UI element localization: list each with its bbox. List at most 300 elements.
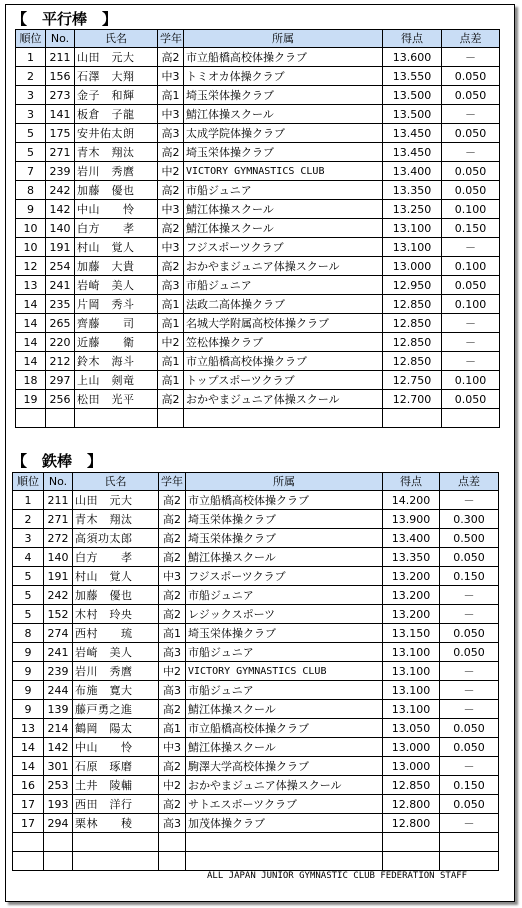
table-row <box>13 491 499 510</box>
table-header-row <box>13 473 499 491</box>
grade-cell: 高1 <box>159 719 186 738</box>
club-cell: 鯖江体操スクール <box>184 219 383 238</box>
club-cell: VICTORY GYMNASTICS CLUB <box>184 162 383 181</box>
number-cell: 214 <box>44 719 73 738</box>
score-cell: 13.100 <box>383 681 440 700</box>
club-cell: 鯖江体操スクール <box>184 105 383 124</box>
club-cell: 埼玉栄体操クラブ <box>186 529 383 548</box>
column-header-grade: 学年 <box>159 473 186 491</box>
column-header-number: No. <box>44 473 73 491</box>
club-cell: 市船ジュニア <box>184 276 383 295</box>
rank-cell: 16 <box>13 776 44 795</box>
name-cell: 岩川 秀麿 <box>73 662 159 681</box>
club-cell: 埼玉栄体操クラブ <box>184 143 383 162</box>
grade-cell: 中3 <box>159 567 186 586</box>
score-cell: 13.450 <box>383 124 442 143</box>
grade-cell: 高2 <box>158 143 184 162</box>
score-cell: 13.400 <box>383 162 442 181</box>
column-header-club: 所属 <box>186 473 383 491</box>
grade-cell <box>159 833 186 852</box>
diff-cell: 0.150 <box>442 219 500 238</box>
diff-cell: 0.300 <box>440 510 499 529</box>
name-cell: 近藤 衛 <box>75 333 158 352</box>
rank-cell: 2 <box>16 67 46 86</box>
rank-cell: 5 <box>16 143 46 162</box>
number-cell: 211 <box>44 491 73 510</box>
name-cell: 加藤 優也 <box>73 586 159 605</box>
grade-cell: 高3 <box>158 124 184 143</box>
name-cell: 加藤 大貴 <box>75 257 158 276</box>
number-cell: 235 <box>46 295 75 314</box>
number-cell: 191 <box>46 238 75 257</box>
club-cell: 名城大学附属高校体操クラブ <box>184 314 383 333</box>
grade-cell: 高2 <box>159 510 186 529</box>
rank-cell: 14 <box>13 757 44 776</box>
number-cell: 239 <box>46 162 75 181</box>
table-row <box>13 681 499 700</box>
club-cell: 市船ジュニア <box>186 586 383 605</box>
diff-cell: － <box>442 143 500 162</box>
name-cell <box>73 852 159 871</box>
name-cell: 木村 玲央 <box>73 605 159 624</box>
diff-cell: － <box>440 814 499 833</box>
rank-cell: 17 <box>13 795 44 814</box>
diff-cell: 0.050 <box>440 719 499 738</box>
score-cell: 13.550 <box>383 67 442 86</box>
grade-cell: 高1 <box>158 314 184 333</box>
table-row <box>13 719 499 738</box>
table-row <box>16 105 500 124</box>
table-row <box>13 814 499 833</box>
number-cell: 265 <box>46 314 75 333</box>
club-cell <box>186 852 383 871</box>
grade-cell: 高1 <box>158 295 184 314</box>
number-cell: 253 <box>44 776 73 795</box>
rank-cell: 3 <box>16 86 46 105</box>
score-cell: 12.800 <box>383 814 440 833</box>
name-cell: 白方 孝 <box>75 219 158 238</box>
grade-cell: 中3 <box>158 200 184 219</box>
diff-cell: 0.050 <box>442 390 500 409</box>
rank-cell: 5 <box>13 567 44 586</box>
number-cell: 141 <box>46 105 75 124</box>
diff-cell: 0.050 <box>442 86 500 105</box>
number-cell: 142 <box>44 738 73 757</box>
horizontal-bar-results-table <box>12 472 499 871</box>
section-title-horizontal-bar: 【 鉄棒 】 <box>12 452 103 470</box>
table-row <box>16 124 500 143</box>
diff-cell: 0.050 <box>440 643 499 662</box>
club-cell: 笠松体操クラブ <box>184 333 383 352</box>
club-cell: 埼玉栄体操クラブ <box>184 86 383 105</box>
grade-cell: 高2 <box>158 181 184 200</box>
score-cell: 13.400 <box>383 529 440 548</box>
name-cell: 栗林 稜 <box>73 814 159 833</box>
grade-cell: 高1 <box>159 624 186 643</box>
rank-cell: 5 <box>13 605 44 624</box>
club-cell: おかやまジュニア体操スクール <box>184 390 383 409</box>
score-cell: 12.850 <box>383 295 442 314</box>
club-cell: 加茂体操クラブ <box>186 814 383 833</box>
grade-cell: 高2 <box>159 757 186 776</box>
name-cell: 金子 和輝 <box>75 86 158 105</box>
score-cell: 13.100 <box>383 238 442 257</box>
number-cell: 294 <box>44 814 73 833</box>
club-cell: トップスポーツクラブ <box>184 371 383 390</box>
rank-cell: 12 <box>16 257 46 276</box>
grade-cell: 高2 <box>159 605 186 624</box>
score-cell: 13.000 <box>383 757 440 776</box>
table-row <box>13 833 499 852</box>
grade-cell: 高1 <box>158 371 184 390</box>
diff-cell: 0.050 <box>442 181 500 200</box>
diff-cell: － <box>440 700 499 719</box>
grade-cell: 高2 <box>159 548 186 567</box>
club-cell: VICTORY GYMNASTICS CLUB <box>186 662 383 681</box>
number-cell: 220 <box>46 333 75 352</box>
column-header-grade: 学年 <box>158 30 184 48</box>
name-cell: 齊藤 司 <box>75 314 158 333</box>
rank-cell: 8 <box>13 624 44 643</box>
diff-cell <box>442 409 500 428</box>
column-header-diff: 点差 <box>442 30 500 48</box>
grade-cell: 高1 <box>158 352 184 371</box>
rank-cell: 3 <box>13 529 44 548</box>
number-cell: 212 <box>46 352 75 371</box>
diff-cell <box>440 852 499 871</box>
club-cell: 市立船橋高校体操クラブ <box>184 48 383 67</box>
score-cell: 13.000 <box>383 738 440 757</box>
score-cell: 13.500 <box>383 86 442 105</box>
score-cell: 13.050 <box>383 719 440 738</box>
grade-cell <box>159 852 186 871</box>
table-row <box>16 352 500 371</box>
diff-cell: － <box>440 662 499 681</box>
table-row <box>16 276 500 295</box>
diff-cell: － <box>440 757 499 776</box>
rank-cell: 18 <box>16 371 46 390</box>
score-cell: 13.100 <box>383 700 440 719</box>
rank-cell: 2 <box>13 510 44 529</box>
number-cell: 152 <box>44 605 73 624</box>
diff-cell: － <box>442 333 500 352</box>
parallel-bars-results-table <box>15 29 500 428</box>
grade-cell: 中2 <box>158 333 184 352</box>
number-cell: 272 <box>44 529 73 548</box>
diff-cell: － <box>442 105 500 124</box>
score-cell: 13.350 <box>383 548 440 567</box>
score-cell: 13.000 <box>383 257 442 276</box>
club-cell: 市立船橋高校体操クラブ <box>184 352 383 371</box>
name-cell: 西田 洋行 <box>73 795 159 814</box>
name-cell: 板倉 子龍 <box>75 105 158 124</box>
score-cell: 13.500 <box>383 105 442 124</box>
name-cell: 片岡 秀斗 <box>75 295 158 314</box>
table-row <box>13 795 499 814</box>
number-cell: 175 <box>46 124 75 143</box>
grade-cell: 高3 <box>159 681 186 700</box>
column-header-score: 得点 <box>383 30 442 48</box>
rank-cell: 14 <box>16 352 46 371</box>
grade-cell: 高2 <box>158 48 184 67</box>
number-cell: 273 <box>46 86 75 105</box>
name-cell: 鶴岡 陽太 <box>73 719 159 738</box>
name-cell: 中山 怜 <box>73 738 159 757</box>
grade-cell: 中3 <box>158 105 184 124</box>
club-cell: 鯖江体操スクール <box>186 700 383 719</box>
name-cell: 加藤 優也 <box>75 181 158 200</box>
table-row <box>13 624 499 643</box>
score-cell: 12.800 <box>383 795 440 814</box>
rank-cell: 10 <box>16 219 46 238</box>
diff-cell: 0.050 <box>442 67 500 86</box>
name-cell: 山田 元大 <box>75 48 158 67</box>
column-header-number: No. <box>46 30 75 48</box>
grade-cell: 中3 <box>158 67 184 86</box>
table-row <box>13 510 499 529</box>
grade-cell: 高2 <box>159 795 186 814</box>
rank-cell: 17 <box>13 814 44 833</box>
number-cell <box>44 852 73 871</box>
table-row <box>16 238 500 257</box>
rank-cell: 10 <box>16 238 46 257</box>
number-cell: 271 <box>46 143 75 162</box>
score-cell: 13.100 <box>383 643 440 662</box>
name-cell: 青木 翔汰 <box>73 510 159 529</box>
table-row <box>13 662 499 681</box>
score-cell: 12.750 <box>383 371 442 390</box>
table-row <box>13 757 499 776</box>
club-cell: 鯖江体操スクール <box>186 738 383 757</box>
rank-cell: 5 <box>16 124 46 143</box>
rank-cell: 9 <box>13 681 44 700</box>
diff-cell <box>440 833 499 852</box>
club-cell: レジックスポーツ <box>186 605 383 624</box>
grade-cell: 高3 <box>159 814 186 833</box>
table-row <box>16 257 500 276</box>
table-row <box>16 143 500 162</box>
diff-cell: 0.050 <box>442 124 500 143</box>
club-cell: 太成学院体操クラブ <box>184 124 383 143</box>
rank-cell: 19 <box>16 390 46 409</box>
table-row <box>16 390 500 409</box>
table-row <box>13 548 499 567</box>
diff-cell: 0.150 <box>440 567 499 586</box>
rank-cell: 14 <box>16 333 46 352</box>
diff-cell: － <box>442 48 500 67</box>
table-row <box>13 567 499 586</box>
grade-cell: 高2 <box>158 257 184 276</box>
diff-cell: 0.100 <box>442 295 500 314</box>
grade-cell: 高2 <box>159 586 186 605</box>
table-row <box>16 314 500 333</box>
diff-cell: 0.050 <box>440 548 499 567</box>
federation-footer: ALL JAPAN JUNIOR GYMNASTIC CLUB FEDERATION STAFF <box>207 871 468 881</box>
score-cell: 12.850 <box>383 352 442 371</box>
club-cell: 市立船橋高校体操クラブ <box>186 491 383 510</box>
name-cell: 中山 怜 <box>75 200 158 219</box>
table-row <box>13 643 499 662</box>
grade-cell: 中3 <box>158 238 184 257</box>
number-cell: 211 <box>46 48 75 67</box>
number-cell: 191 <box>44 567 73 586</box>
diff-cell: － <box>440 681 499 700</box>
club-cell: 市立船橋高校体操クラブ <box>186 719 383 738</box>
table-row <box>16 295 500 314</box>
score-cell: 13.200 <box>383 586 440 605</box>
score-cell: 13.250 <box>383 200 442 219</box>
club-cell: 鯖江体操スクール <box>186 548 383 567</box>
name-cell: 布施 寛大 <box>73 681 159 700</box>
club-cell: フジスポーツクラブ <box>186 567 383 586</box>
number-cell: 301 <box>44 757 73 776</box>
club-cell <box>184 409 383 428</box>
table-row <box>16 371 500 390</box>
grade-cell: 中2 <box>159 662 186 681</box>
number-cell: 140 <box>44 548 73 567</box>
rank-cell: 9 <box>16 200 46 219</box>
table-row <box>13 586 499 605</box>
club-cell: 市船ジュニア <box>186 643 383 662</box>
diff-cell: － <box>440 586 499 605</box>
name-cell <box>73 833 159 852</box>
grade-cell: 中2 <box>159 776 186 795</box>
number-cell <box>46 409 75 428</box>
rank-cell: 9 <box>13 662 44 681</box>
diff-cell: － <box>442 314 500 333</box>
score-cell: 13.900 <box>383 510 440 529</box>
grade-cell: 高1 <box>158 86 184 105</box>
table-row <box>13 605 499 624</box>
table-row <box>16 86 500 105</box>
table-header-row <box>16 30 500 48</box>
table-row <box>16 219 500 238</box>
grade-cell <box>158 409 184 428</box>
name-cell: 土井 陵輔 <box>73 776 159 795</box>
rank-cell: 9 <box>13 643 44 662</box>
name-cell: 青木 翔汰 <box>75 143 158 162</box>
number-cell: 274 <box>44 624 73 643</box>
name-cell <box>75 409 158 428</box>
name-cell: 安井佑太朗 <box>75 124 158 143</box>
rank-cell: 9 <box>13 700 44 719</box>
rank-cell <box>16 409 46 428</box>
name-cell: 岩川 秀麿 <box>75 162 158 181</box>
grade-cell: 中3 <box>159 738 186 757</box>
name-cell: 岩崎 美人 <box>75 276 158 295</box>
club-cell: 市船ジュニア <box>186 681 383 700</box>
club-cell: 市船ジュニア <box>184 181 383 200</box>
number-cell: 244 <box>44 681 73 700</box>
number-cell: 156 <box>46 67 75 86</box>
number-cell: 139 <box>44 700 73 719</box>
diff-cell: 0.100 <box>442 371 500 390</box>
name-cell: 岩崎 美人 <box>73 643 159 662</box>
score-cell: 13.600 <box>383 48 442 67</box>
rank-cell <box>13 833 44 852</box>
diff-cell: 0.050 <box>440 624 499 643</box>
grade-cell: 高2 <box>158 219 184 238</box>
number-cell: 142 <box>46 200 75 219</box>
diff-cell: 0.050 <box>440 795 499 814</box>
number-cell: 254 <box>46 257 75 276</box>
table-row <box>13 700 499 719</box>
rank-cell: 4 <box>13 548 44 567</box>
column-header-name: 氏名 <box>73 473 159 491</box>
diff-cell: 0.050 <box>442 276 500 295</box>
club-cell: サトエスポーツクラブ <box>186 795 383 814</box>
section-title-parallel-bars: 【 平行棒 】 <box>12 10 118 28</box>
number-cell: 140 <box>46 219 75 238</box>
score-cell: 12.850 <box>383 776 440 795</box>
club-cell: フジスポーツクラブ <box>184 238 383 257</box>
name-cell: 山田 元大 <box>73 491 159 510</box>
score-cell <box>383 852 440 871</box>
grade-cell: 高2 <box>159 529 186 548</box>
number-cell: 242 <box>44 586 73 605</box>
score-cell: 13.100 <box>383 219 442 238</box>
number-cell: 193 <box>44 795 73 814</box>
name-cell: 石原 琢磨 <box>73 757 159 776</box>
number-cell: 239 <box>44 662 73 681</box>
number-cell: 271 <box>44 510 73 529</box>
diff-cell: － <box>442 238 500 257</box>
name-cell: 村山 覚人 <box>73 567 159 586</box>
rank-cell: 8 <box>16 181 46 200</box>
column-header-rank: 順位 <box>16 30 46 48</box>
table-row <box>16 181 500 200</box>
club-cell: トミオカ体操クラブ <box>184 67 383 86</box>
table-row <box>16 48 500 67</box>
name-cell: 上山 剣竜 <box>75 371 158 390</box>
diff-cell: － <box>440 605 499 624</box>
name-cell: 石澤 大翔 <box>75 67 158 86</box>
grade-cell: 高3 <box>159 643 186 662</box>
table-row <box>13 852 499 871</box>
grade-cell: 高2 <box>159 491 186 510</box>
table-row <box>16 200 500 219</box>
diff-cell: 0.050 <box>442 162 500 181</box>
diff-cell: 0.100 <box>442 257 500 276</box>
name-cell: 高須功太郎 <box>73 529 159 548</box>
number-cell: 242 <box>46 181 75 200</box>
number-cell: 256 <box>46 390 75 409</box>
name-cell: 白方 孝 <box>73 548 159 567</box>
table-row <box>16 333 500 352</box>
rank-cell: 14 <box>16 295 46 314</box>
column-header-name: 氏名 <box>75 30 158 48</box>
score-cell <box>383 833 440 852</box>
rank-cell: 13 <box>16 276 46 295</box>
score-cell: 13.200 <box>383 605 440 624</box>
grade-cell: 高3 <box>158 276 184 295</box>
number-cell: 297 <box>46 371 75 390</box>
score-cell: 13.450 <box>383 143 442 162</box>
club-cell: おかやまジュニア体操スクール <box>184 257 383 276</box>
diff-cell: － <box>442 352 500 371</box>
grade-cell: 高2 <box>158 390 184 409</box>
rank-cell: 1 <box>13 491 44 510</box>
rank-cell: 5 <box>13 586 44 605</box>
score-cell: 12.850 <box>383 333 442 352</box>
club-cell: 鯖江体操スクール <box>184 200 383 219</box>
number-cell: 241 <box>44 643 73 662</box>
name-cell: 藤戸勇之進 <box>73 700 159 719</box>
club-cell: 駒澤大学高校体操クラブ <box>186 757 383 776</box>
rank-cell: 14 <box>13 738 44 757</box>
score-cell <box>383 409 442 428</box>
diff-cell: 0.100 <box>442 200 500 219</box>
